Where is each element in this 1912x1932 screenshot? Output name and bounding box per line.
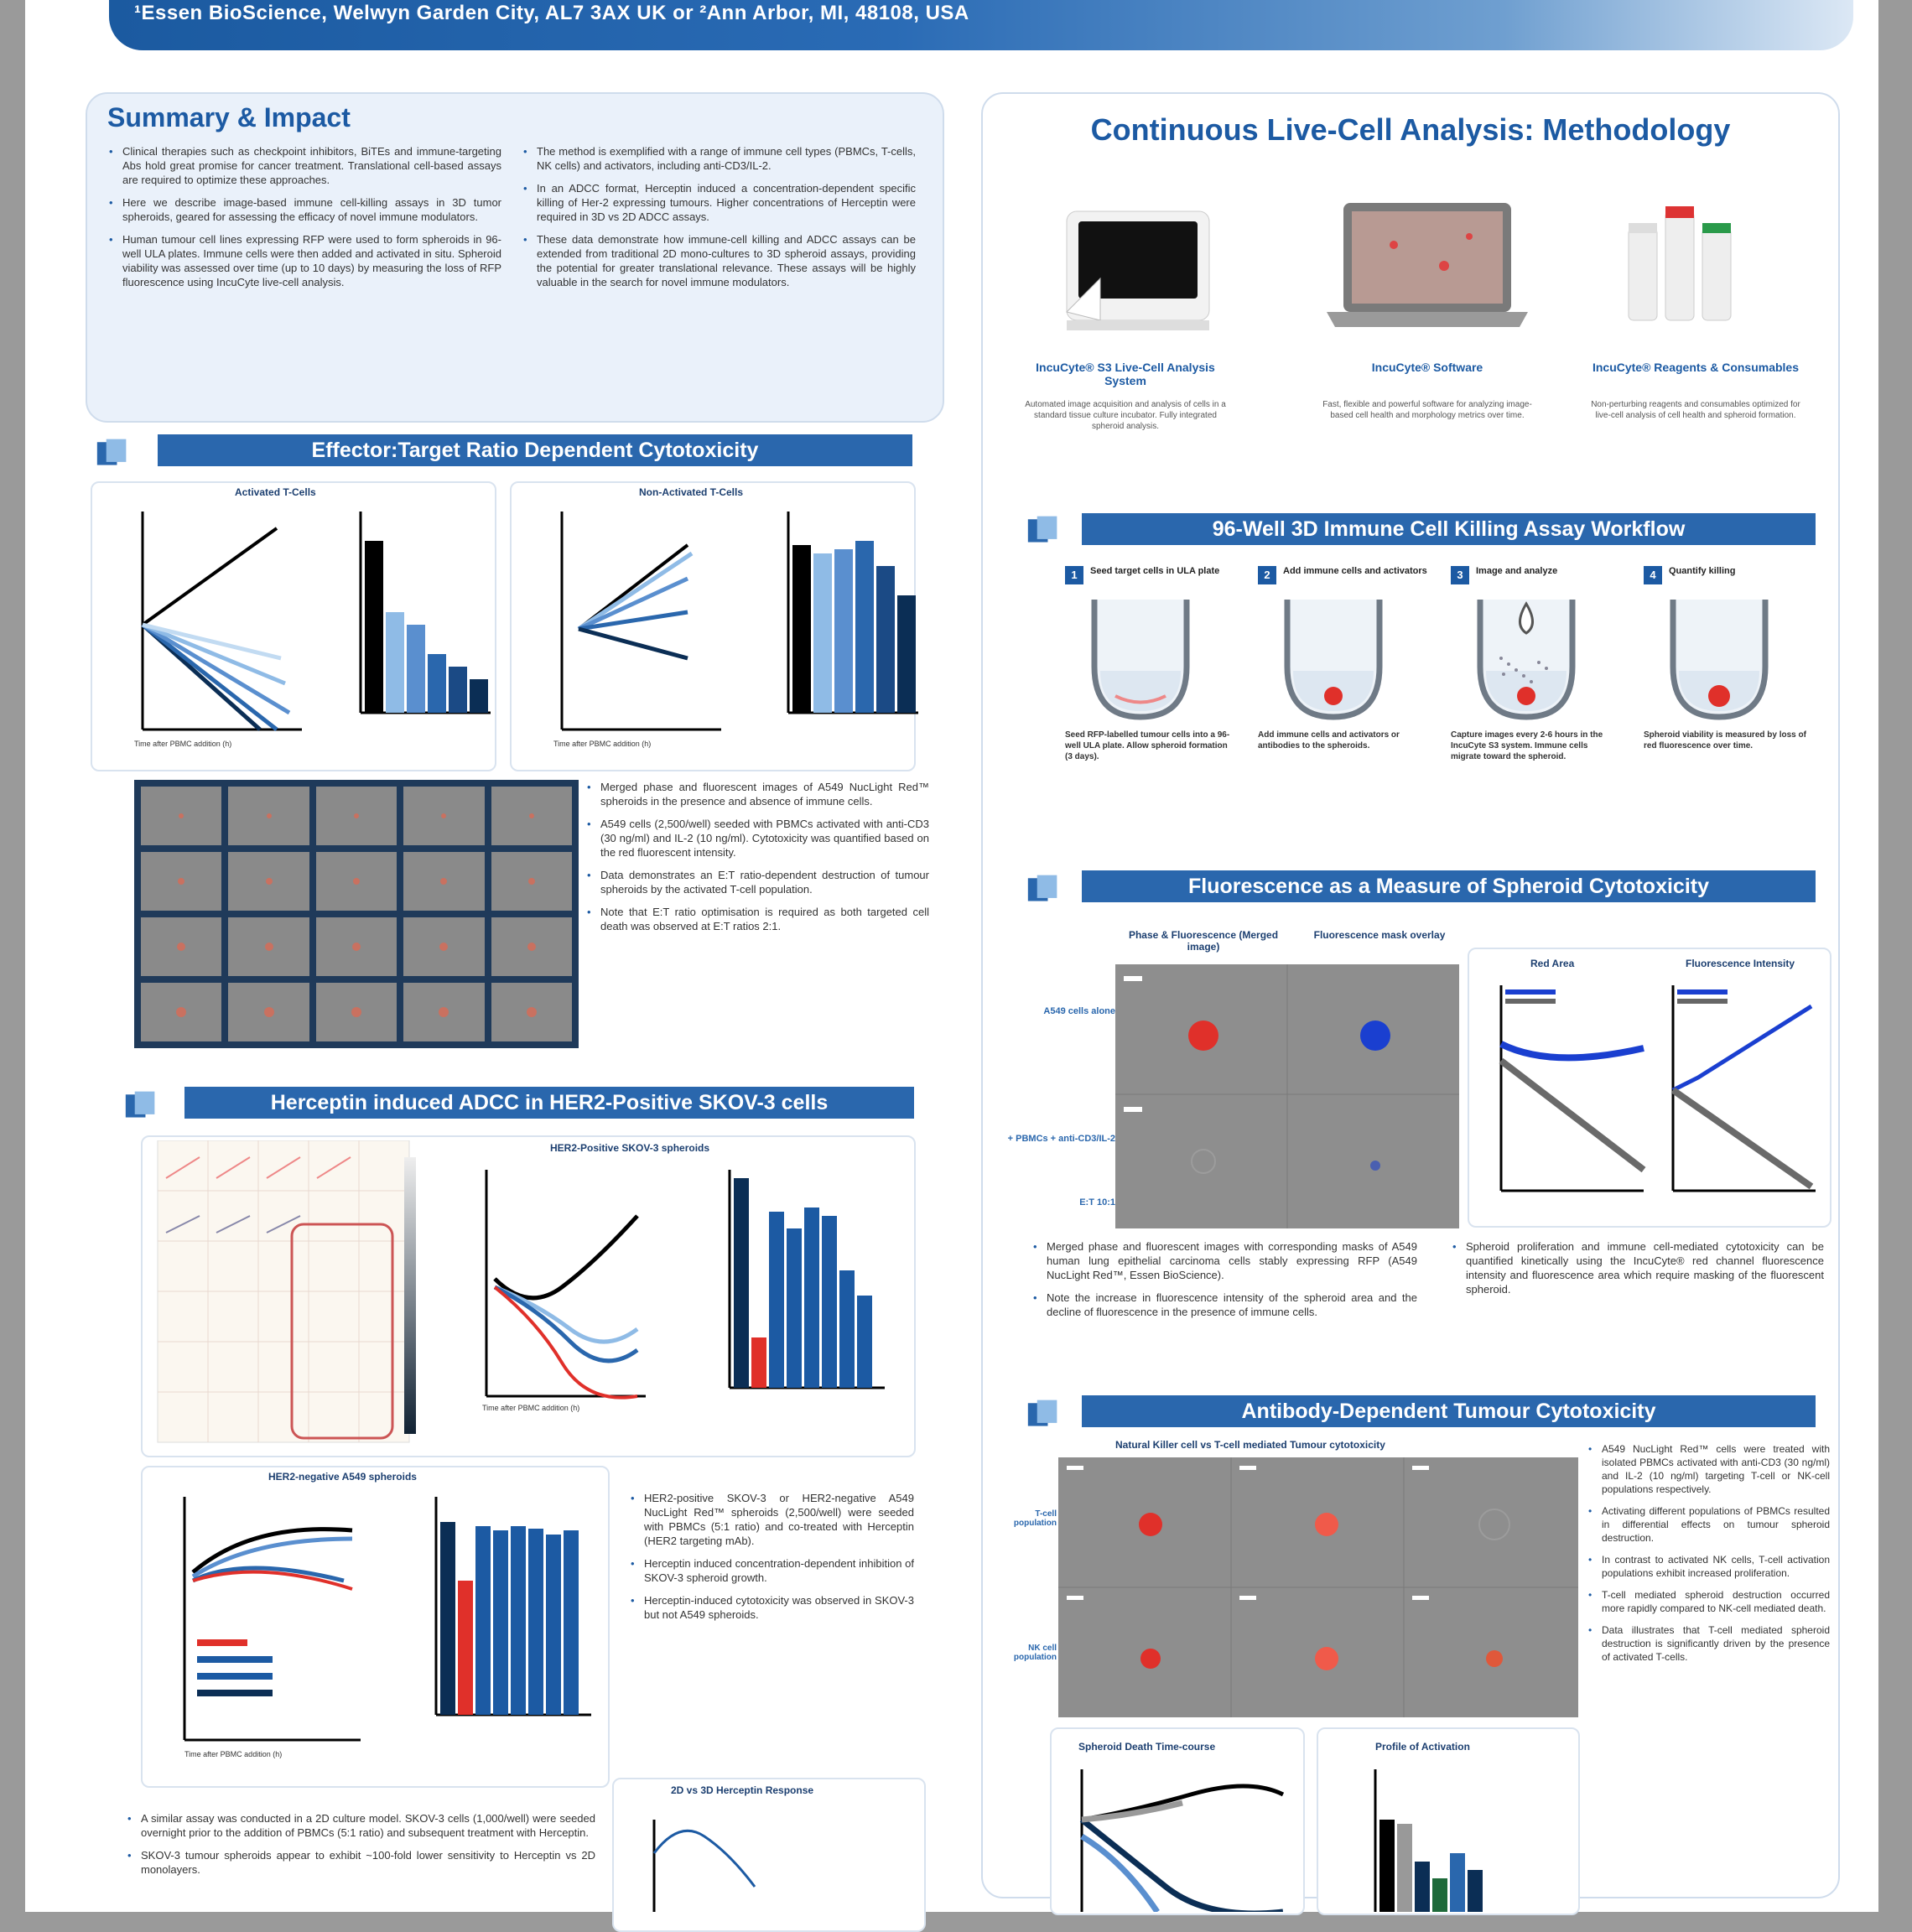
- spheroid-dot: [440, 878, 447, 885]
- section-icon: [1026, 513, 1060, 547]
- spheroid-dot: [178, 878, 184, 885]
- image-grid-cells: [134, 780, 579, 1048]
- spheroid-image-tile: [228, 917, 309, 976]
- x-axis-label: Time after PBMC addition (h): [184, 1750, 283, 1758]
- poster: [25, 0, 1878, 1912]
- summary-bullet: • Here we describe image-based immune cell-killing assays in 3D tumor spheroids, geared for assessing the efficacy of novel immune modulators.: [107, 195, 501, 224]
- section-bar-workflow: 96-Well 3D Immune Cell Killing Assay Workflow: [1082, 513, 1816, 545]
- summary-right-column: [522, 144, 916, 298]
- fluorescence-image-panel: [1115, 964, 1459, 1228]
- bullet: • HER2-positive SKOV-3 or HER2-negative A549 NucLight Red™ spheroids (2,500/well) were seeded with PBMCs (5:1 ratio) and co-treated with Herceptin (HER2 targeting mAb).: [629, 1491, 914, 1548]
- spheroid-dot: [352, 943, 361, 951]
- section-icon: [1026, 1397, 1060, 1431]
- section-bar-et-ratio: Effector:Target Ratio Dependent Cytotoxicity: [158, 434, 912, 466]
- step-description: Add immune cells and activators or antibodies to the spheroids.: [1258, 730, 1400, 750]
- section-bar-herceptin: Herceptin induced ADCC in HER2-Positive SKOV-3 cells: [184, 1087, 914, 1119]
- summary-bullet: • These data demonstrate how immune-cell killing and ADCC assays can be extended from traditional 2D mono-cultures to 3D spheroid assays, providing the potential for greater translational relevance. These assays will be highly valuable in the search for novel immune modulators.: [522, 232, 916, 289]
- bullet: • Merged phase and fluorescent images with corresponding masks of A549 human lung epithelial carcinoma cells stably expressing RFP (A549 NucLight Red™, Essen BioScience).: [1031, 1239, 1417, 1282]
- bullet: • Activating different populations of PBMCs resulted in differential effects on tumour spheroid destruction.: [1587, 1504, 1830, 1545]
- spheroid-dot: [177, 943, 185, 951]
- spheroid-dot: [354, 813, 359, 818]
- section-bar-antibody: Antibody-Dependent Tumour Cytotoxicity: [1082, 1395, 1816, 1427]
- section-icon: [1026, 872, 1060, 906]
- bullet: • Data demonstrates an E:T ratio-dependent destruction of tumour spheroids by the activated T-cell population.: [585, 868, 929, 896]
- bullet: • In contrast to activated NK cells, T-cell activation populations exhibit increased proliferation.: [1587, 1553, 1830, 1580]
- chart-activated-bars: [327, 503, 495, 755]
- product-description: Fast, flexible and powerful software for analyzing image-based cell health and morphology metrics over time.: [1322, 400, 1532, 420]
- summary-bullet: • The method is exemplified with a range of immune cell types (PBMCs, T-cells, NK cells) and activators, including anti-CD3/IL-2.: [522, 144, 916, 173]
- spheroid-dot: [439, 1007, 449, 1017]
- spheroid-image-tile: [316, 917, 397, 976]
- antibody-image-panel: [1058, 1457, 1578, 1717]
- product-description: Automated image acquisition and analysis of cells in a standard tissue culture incubator. Fully integrated spheroid analysis.: [1025, 400, 1226, 431]
- step-description: Capture images every 2-6 hours in the IncuCyte S3 system. Immune cells migrate toward the spheroid.: [1451, 730, 1603, 761]
- fluorescence-right-bullets: [1451, 1239, 1824, 1305]
- bullet: • T-cell mediated spheroid destruction occurred more rapidly compared to NK-cell mediated death.: [1587, 1588, 1830, 1615]
- chart-a549-bars: [394, 1488, 595, 1757]
- row-label: A549 cells alone: [1043, 1006, 1115, 1016]
- chart-skov3-kinetics: [461, 1161, 654, 1413]
- spheroid-image-tile: [491, 917, 572, 976]
- bullet: • SKOV-3 tumour spheroids appear to exhibit ~100-fold lower sensitivity to Herceptin vs 2D monolayers.: [126, 1848, 595, 1877]
- spheroid-dot: [176, 1007, 186, 1017]
- well-diagram: [1082, 591, 1199, 725]
- spheroid-image-tile: [141, 852, 221, 911]
- affiliation-text: ¹Essen BioScience, Welwyn Garden City, AL7 3AX UK or ²Ann Arbor, MI, 48108, USA: [134, 2, 969, 24]
- spheroid-dot: [441, 813, 446, 818]
- spheroid-image-tile: [491, 787, 572, 845]
- x-axis-label: Time after PBMC addition (h): [482, 1404, 580, 1412]
- bullet: • Merged phase and fluorescent images of A549 NucLight Red™ spheroids in the presence and absence of immune cells.: [585, 780, 929, 808]
- spheroid-image-tile: [228, 983, 309, 1041]
- row-label: NK cell population: [1013, 1644, 1057, 1662]
- bullet: • Herceptin-induced cytotoxicity was observed in SKOV-3 but not A549 spheroids.: [629, 1593, 914, 1622]
- herceptin-bottom-bullets: [126, 1811, 595, 1885]
- bullet: • A549 NucLight Red™ cells were treated with isolated PBMCs activated with anti-CD3 (30 ng/ml) and IL-2 (10 ng/ml) targeting T-cell or NK-cell populations respectively.: [1587, 1442, 1830, 1496]
- antibody-bullets: [1587, 1442, 1830, 1672]
- well-diagram: [1275, 591, 1392, 725]
- column-label: Phase & Fluorescence (Merged image): [1128, 929, 1279, 953]
- section-bar-fluorescence: Fluorescence as a Measure of Spheroid Cytotoxicity: [1082, 870, 1816, 902]
- summary-title: Summary & Impact: [107, 102, 351, 132]
- figure-label: Non-Activated T-Cells: [639, 486, 744, 498]
- well-diagram: [1660, 591, 1778, 725]
- row-label: T-cell population: [1013, 1509, 1057, 1528]
- spheroid-image-tile: [316, 852, 397, 911]
- et-ratio-bullets: [585, 780, 929, 942]
- summary-bullet: • Clinical therapies such as checkpoint inhibitors, BiTEs and immune-targeting Abs hold great promise for cancer treatment. Translational cell-based assays are required to optimize these approaches.: [107, 144, 501, 187]
- spheroid-image-tile: [228, 852, 309, 911]
- summary-panel: [86, 92, 944, 423]
- spheroid-image-tile: [141, 983, 221, 1041]
- chart-fluorescence-intensity: [1656, 977, 1824, 1212]
- bullet: • A549 cells (2,500/well) seeded with PBMCs activated with anti-CD3 (30 ng/ml) and IL-2 (10 ng/ml). Cytotoxicity was quantified based on the red fluorescent intensity.: [585, 817, 929, 860]
- herceptin-bullets: [629, 1491, 914, 1630]
- chart-red-area: [1484, 977, 1652, 1212]
- step-number: 4: [1644, 566, 1662, 584]
- x-axis-label: Time after PBMC addition (h): [553, 740, 652, 748]
- row-label: E:T 10:1: [1079, 1197, 1115, 1208]
- spheroid-image-tile: [491, 852, 572, 911]
- step-title: Quantify killing: [1669, 566, 1736, 576]
- spheroid-image-tile: [316, 983, 397, 1041]
- spheroid-image-tile: [141, 917, 221, 976]
- figure-label: HER2-Positive SKOV-3 spheroids: [550, 1142, 710, 1154]
- summary-left-column: [107, 144, 501, 298]
- bullet: • Herceptin induced concentration-dependent inhibition of SKOV-3 spheroid growth.: [629, 1556, 914, 1585]
- spheroid-dot: [353, 878, 360, 885]
- spheroid-image-tile: [316, 787, 397, 845]
- product-description: Non-perturbing reagents and consumables optimized for live-cell analysis of cell health and spheroid formation.: [1591, 400, 1800, 420]
- step-number: 1: [1065, 566, 1083, 584]
- figure-label: HER2-negative A549 spheroids: [268, 1471, 417, 1483]
- spheroid-image-tile: [403, 917, 484, 976]
- figure-label: Activated T-Cells: [235, 486, 316, 498]
- bullet: • Spheroid proliferation and immune cell-mediated cytotoxicity can be quantified kinetically using the IncuCyte® red channel fluorescence intensity and fluorescence area which require masking of the fluorescent spheroid.: [1451, 1239, 1824, 1296]
- chart-activated-kinetics: [109, 503, 310, 755]
- section-icon: [96, 436, 129, 470]
- well-diagram: [1468, 591, 1585, 725]
- step-title: Seed target cells in ULA plate: [1090, 566, 1220, 576]
- graph-label: Profile of Activation: [1375, 1741, 1470, 1753]
- spheroid-image-tile: [141, 787, 221, 845]
- spheroid-dot: [179, 813, 184, 818]
- spheroid-dot: [265, 943, 273, 951]
- reagent-vials-image: [1595, 195, 1763, 354]
- spheroid-image-tile: [228, 787, 309, 845]
- product-title: IncuCyte® Software: [1371, 361, 1483, 374]
- spheroid-dot: [267, 813, 272, 818]
- bullet: • Note the increase in fluorescence intensity of the spheroid area and the decline of fluorescence in the presence of immune cells.: [1031, 1291, 1417, 1319]
- step-title: Image and analyze: [1476, 566, 1558, 576]
- summary-bullet: • Human tumour cell lines expressing RFP were used to form spheroids in 96-well ULA plates. Immune cells were then added and activated in situ. Spheroid viability was assessed over time (up to 10 days) by measuring the loss of RFP fluorescence using IncuCyte live-cell analysis.: [107, 232, 501, 289]
- chart-spheroid-death: [1065, 1761, 1291, 1912]
- laptop-image: [1318, 186, 1536, 345]
- graph-label: Fluorescence Intensity: [1686, 958, 1795, 969]
- chart-nonactivated-bars: [755, 503, 922, 755]
- product-title: IncuCyte® S3 Live-Cell Analysis System: [1036, 361, 1215, 387]
- product-title: IncuCyte® Reagents & Consumables: [1592, 361, 1800, 374]
- spheroid-dot: [266, 878, 273, 885]
- fluorescence-left-bullets: [1031, 1239, 1417, 1327]
- color-scale-bar: [403, 1157, 419, 1434]
- spheroid-dot: [351, 1007, 361, 1017]
- graph-label: Spheroid Death Time-course: [1078, 1741, 1216, 1753]
- spheroid-dot: [527, 1007, 537, 1017]
- bullet: • A similar assay was conducted in a 2D culture model. SKOV-3 cells (1,000/well) were seeded overnight prior to the addition of PBMCs (5:1 ratio) and subsequent treatment with Herceptin.: [126, 1811, 595, 1840]
- plate-view-image: [149, 1140, 426, 1451]
- bullet: • Data illustrates that T-cell mediated spheroid destruction is significantly driven by the presence of activated T-cells.: [1587, 1623, 1830, 1664]
- section-icon: [124, 1088, 158, 1122]
- row-label: + PBMCs + anti-CD3/IL-2: [1007, 1134, 1115, 1144]
- spheroid-image-tile: [403, 787, 484, 845]
- spheroid-dot: [528, 878, 535, 885]
- x-axis-label: Time after PBMC addition (h): [134, 740, 232, 748]
- spheroid-dot: [264, 1007, 274, 1017]
- incucyte-instrument-image: [1050, 195, 1226, 345]
- summary-bullet: • In an ADCC format, Herceptin induced a concentration-dependent specific killing of Her-2 expressing tumours. Higher concentrations of Herceptin were required in 3D vs 2D ADCC assays.: [522, 181, 916, 224]
- step-number: 3: [1451, 566, 1469, 584]
- bullet: • Note that E:T ratio optimisation is required as both targeted cell death was observed at E:T ratios 2:1.: [585, 905, 929, 933]
- spheroid-image-tile: [403, 852, 484, 911]
- column-label: Fluorescence mask overlay: [1313, 929, 1446, 941]
- chart-dose-response: [629, 1803, 797, 1912]
- chart-nonactivated-kinetics: [528, 503, 730, 755]
- spheroid-image-tile: [403, 983, 484, 1041]
- step-title: Add immune cells and activators: [1283, 566, 1427, 576]
- spheroid-dot: [527, 943, 536, 951]
- step-description: Spheroid viability is measured by loss of red fluorescence over time.: [1644, 730, 1806, 750]
- spheroid-image-tile: [491, 983, 572, 1041]
- step-description: Seed RFP-labelled tumour cells into a 96-well ULA plate. Allow spheroid formation (3 days).: [1065, 730, 1230, 761]
- methodology-title: Continuous Live-Cell Analysis: Methodology: [1090, 112, 1731, 147]
- chart-a549-kinetics: [151, 1488, 369, 1765]
- figure-label: Natural Killer cell vs T-cell mediated Tumour cytotoxicity: [1115, 1439, 1385, 1451]
- chart-activation-profile: [1342, 1761, 1560, 1912]
- step-number: 2: [1258, 566, 1276, 584]
- chart-skov3-bars: [688, 1161, 889, 1413]
- spheroid-dot: [529, 813, 534, 818]
- figure-label: 2D vs 3D Herceptin Response: [671, 1784, 814, 1796]
- spheroid-dot: [439, 943, 448, 951]
- graph-label: Red Area: [1530, 958, 1575, 969]
